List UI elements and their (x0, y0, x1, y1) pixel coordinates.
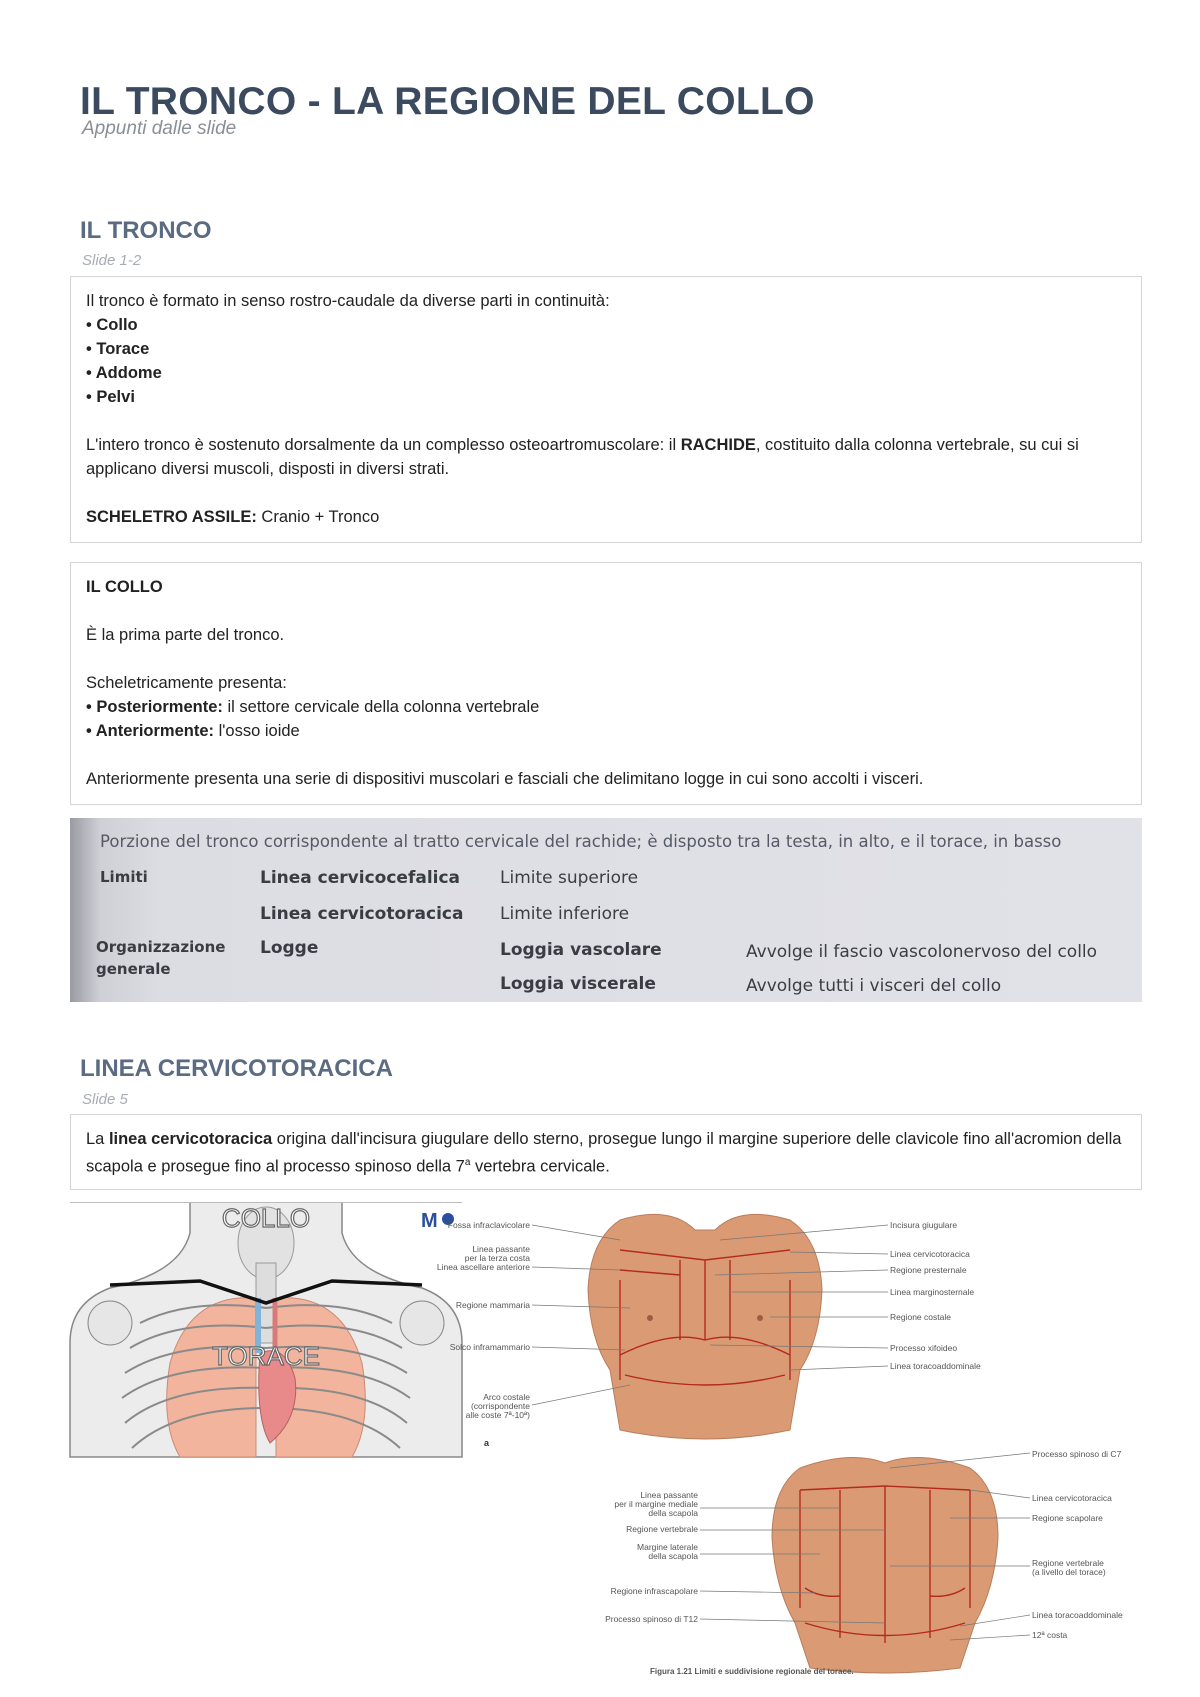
scan-limiti: Limiti (100, 868, 148, 886)
collo-posteriormente: • Posteriormente: il settore cervicale della colonna vertebrale (86, 695, 1126, 719)
page-subtitle: Appunti dalle slide (82, 118, 237, 139)
fig3-right-label-0: Processo spinoso di C7 (1032, 1449, 1122, 1459)
part-addome: Addome (95, 364, 162, 382)
fig2-right-label-2: Regione presternale (890, 1265, 967, 1275)
scan-limite-inferiore: Limite inferiore (500, 904, 630, 924)
scan-loggia-viscerale-desc: Avvolge tutti i visceri del collo (746, 976, 1002, 996)
section-slide-linea: Slide 5 (82, 1091, 128, 1108)
fig3-left-label-3: Regione vertebrale (626, 1524, 698, 1534)
fig2-left-label-2: per la terza costa (464, 1253, 530, 1263)
scan-limite-superiore: Limite superiore (500, 868, 639, 888)
scan-linea-cervicocefalica: Linea cervicocefalica (260, 868, 461, 888)
fig2-left-label-8: alle coste 7ª-10ª) (465, 1410, 530, 1420)
label-torace: TORACE (212, 1341, 320, 1371)
fig2-right-label-3: Linea marginosternale (890, 1287, 975, 1297)
fig2-right-label-1: Linea cervicotoracica (890, 1249, 970, 1259)
scan-loggia-vascolare-desc: Avvolge il fascio vascolonervoso del collo (746, 942, 1098, 962)
scheletro-paragraph: SCHELETRO ASSILE: Cranio + Tronco (86, 508, 380, 526)
label-collo: COLLO (221, 1203, 311, 1233)
part-pelvi: Pelvi (96, 388, 135, 406)
linea-box (70, 1114, 1142, 1190)
fig2-left-label-7: (corrispondente (470, 1401, 530, 1411)
fig2-right-label-4: Regione costale (890, 1312, 951, 1322)
fig3-left-label-4: Margine laterale (637, 1542, 698, 1552)
fig3-right-label-4: (a livello del torace) (1032, 1567, 1106, 1577)
fig3-right-label-5: Linea toracoaddominale (1032, 1610, 1123, 1620)
fig3-left-label-0: Linea passante (640, 1490, 698, 1500)
fig3-left-label-7: Processo spinoso di T12 (605, 1614, 698, 1624)
collo-anteriormente: • Anteriormente: l'osso ioide (86, 719, 1126, 743)
page-title: IL TRONCO - LA REGIONE DEL COLLO (80, 80, 815, 123)
tronco-parts-list (86, 313, 1126, 409)
fig2-right-label-0: Incisura giugulare (890, 1220, 958, 1230)
tronco-intro: Il tronco è formato in senso rostro-caudale da diverse parti in continuità: (86, 292, 610, 310)
collo-heading: IL COLLO (86, 578, 163, 596)
scanned-table-image (70, 818, 1142, 1002)
rachide-paragraph: L'intero tronco è sostenuto dorsalmente da un complesso osteoartromuscolare: il RACHIDE, costituito dalla colonna vertebrale, su cui si applicano diversi muscoli, disposti in diversi strati. (86, 436, 1079, 478)
scan-linea-cervicotoracica: Linea cervicotoracica (260, 904, 464, 924)
scheletro-term: SCHELETRO ASSILE: (86, 508, 257, 526)
figure-collo-torace (70, 1202, 462, 1457)
torso-posterior-illustration (605, 1448, 1140, 1678)
fig2-left-label-4: Regione mammaria (455, 1300, 530, 1310)
figure-torace-posteriore (605, 1448, 1140, 1678)
rachide-term: RACHIDE (680, 436, 756, 454)
fig3-left-label-2: della scapola (648, 1508, 698, 1518)
scan-organizzazione: Organizzazione (96, 938, 226, 956)
fig3-right-label-6: 12ª costa (1032, 1630, 1068, 1640)
collo-box (70, 562, 1142, 805)
svg-text:M: M (421, 1210, 438, 1232)
fig3-right-label-2: Regione scapolare (1032, 1513, 1103, 1523)
section-title-tronco: IL TRONCO (80, 217, 212, 244)
fig2-right-label-5: Processo xifoideo (890, 1343, 958, 1353)
fig2-panel-letter: a (484, 1438, 490, 1448)
fig2-left-label-1: Linea passante (472, 1244, 530, 1254)
scan-caption: Porzione del tronco corrispondente al tratto cervicale del rachide; è disposto tra la testa, in alto, e il torace, in basso (100, 832, 1062, 851)
scan-loggia-viscerale: Loggia viscerale (500, 974, 656, 994)
ribcage-illustration (70, 1203, 462, 1457)
fig2-right-label-6: Linea toracoaddominale (890, 1361, 981, 1371)
fig2-left-label-5: Solco inframammario (449, 1342, 530, 1352)
collo-skeletal-intro: Scheletricamente presenta: (86, 674, 287, 692)
torso-anterior-illustration (436, 1200, 981, 1448)
linea-term: linea cervicotoracica (108, 1130, 273, 1148)
section-title-linea: LINEA CERVICOTORACICA (80, 1055, 393, 1082)
figure-torace-anteriore (436, 1200, 981, 1448)
fig3-right-label-1: Linea cervicotoracica (1032, 1493, 1112, 1503)
part-collo: Collo (96, 316, 138, 334)
collo-first: È la prima parte del tronco. (86, 626, 285, 644)
tronco-box (70, 276, 1142, 543)
linea-paragraph: La linea cervicotoracica origina dall'incisura giugulare dello sterno, prosegue lungo il margine superiore delle clavicole fino all'acromion della scapola e prosegue fino al processo spinoso della 7$^a$ vertebra cervicale. (86, 1130, 1122, 1176)
scan-loggia-vascolare: Loggia vascolare (500, 940, 662, 960)
fig3-caption: Figura 1.21 Limiti e suddivisione regionale del torace. (650, 1667, 854, 1676)
fig3-left-label-6: Regione infrascapolare (610, 1586, 698, 1596)
fig2-left-label-6: Arco costale (483, 1392, 530, 1402)
scan-logge: Logge (260, 938, 319, 958)
part-torace: Torace (96, 340, 150, 358)
fig3-left-label-5: della scapola (648, 1551, 698, 1561)
fig3-right-label-3: Regione vertebrale (1032, 1558, 1104, 1568)
fig2-left-label-0: Fossa infraclavicolare (447, 1220, 530, 1230)
collo-closing: Anteriormente presenta una serie di dispositivi muscolari e fasciali che delimitano logge in cui sono accolti i visceri. (86, 770, 924, 788)
scan-generale: generale (96, 960, 171, 978)
fig2-left-label-3: Linea ascellare anteriore (436, 1262, 530, 1272)
section-slide-tronco: Slide 1-2 (82, 252, 142, 269)
fig3-left-label-1: per il margine mediale (614, 1499, 698, 1509)
collo-skeletal-list (86, 695, 1126, 743)
